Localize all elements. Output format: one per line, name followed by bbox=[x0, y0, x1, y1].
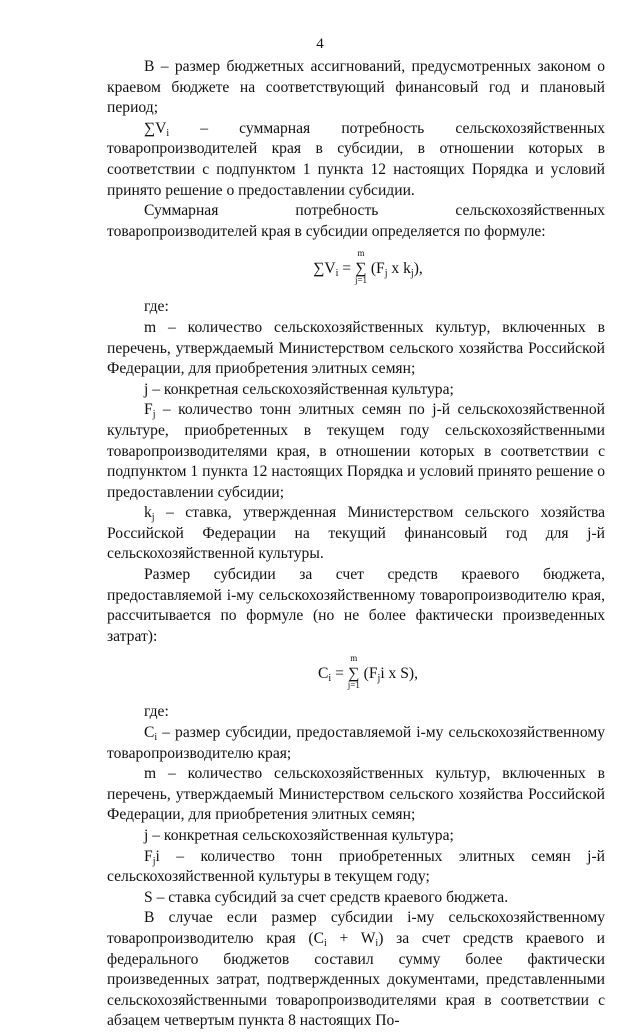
symbol-f: F bbox=[144, 847, 153, 865]
symbol-sub-j: j bbox=[152, 409, 156, 421]
formula-term-close: ), bbox=[413, 260, 423, 278]
formula-sum-v bbox=[107, 242, 605, 297]
symbol-f: F bbox=[144, 401, 153, 419]
symbol-sub-j: j bbox=[151, 512, 155, 524]
symbol-c: C bbox=[144, 724, 155, 742]
summation-sign bbox=[347, 653, 360, 691]
definition-text: – размер субсидии, предоставляемой i-му сельскохозяйственному товаропроизводителю края; bbox=[107, 724, 605, 762]
symbol-sub-j: j bbox=[152, 855, 156, 867]
formula-term-close: i x S), bbox=[380, 665, 419, 683]
paragraph-where-2: где: bbox=[144, 703, 169, 721]
paragraph-j-definition-1: j – конкретная сельскохозяйственная культура; bbox=[144, 380, 454, 398]
summation-upper-limit: m bbox=[357, 248, 365, 259]
formula-term-sub-1: j bbox=[384, 268, 388, 280]
formula-lhs: ∑V bbox=[313, 260, 336, 278]
paragraph-s-definition: S – ставка субсидий за счет средств краевого бюджета. bbox=[144, 888, 509, 906]
formula-equals: = bbox=[338, 260, 355, 278]
symbol-sub-i: i bbox=[375, 937, 379, 949]
formula-c bbox=[107, 647, 605, 702]
summation-sign bbox=[354, 248, 368, 286]
paragraph-text-c: ) за счет средств краевого и федерального бюджетов составил сумму более фактически произведенных затрат, подтвержденных документами, представленными сельскохозяйственными товаропроизводителями края в соответствии с абзацем четвертым пункта 8 настоящих По- bbox=[107, 929, 605, 1030]
formula-equals: = bbox=[331, 665, 348, 683]
paragraph-c-definition bbox=[107, 723, 605, 764]
paragraph-j-definition-2: j – конкретная сельскохозяйственная культура; bbox=[144, 827, 454, 844]
symbol-sum-v: ∑V bbox=[144, 119, 167, 137]
paragraph-f-definition bbox=[107, 400, 605, 503]
paragraph-sum-v-definition bbox=[107, 119, 605, 201]
page-number: 4 bbox=[316, 36, 324, 52]
symbol-sub-i: i bbox=[324, 937, 327, 949]
paragraph-k-definition bbox=[107, 503, 605, 565]
formula-term-open: (F bbox=[366, 260, 385, 278]
paragraph-where-1: где: bbox=[144, 298, 169, 316]
formula-lhs-sub: i bbox=[335, 268, 339, 280]
formula-term-mid: x k bbox=[387, 260, 411, 278]
formula-c-body bbox=[107, 653, 605, 691]
document-body bbox=[107, 57, 605, 1032]
formula-term-sub-2: j bbox=[410, 268, 414, 280]
definition-text: i – количество тонн приобретенных элитных семян j-й сельскохозяйственной культуры в текущем году; bbox=[107, 847, 605, 886]
summation-symbol: ∑ bbox=[355, 260, 367, 278]
symbol-k: k bbox=[144, 504, 152, 522]
formula-sum-v-body bbox=[107, 248, 605, 286]
summation-upper-limit: m bbox=[350, 653, 358, 664]
formula-term-open: (F bbox=[359, 665, 378, 683]
formula-lhs: C bbox=[317, 665, 329, 683]
symbol-sub-i: i bbox=[154, 732, 158, 744]
summation-symbol: ∑ bbox=[348, 665, 360, 683]
formula-term-sub-1: j bbox=[377, 673, 381, 685]
paragraph-m-definition-2: m – количество сельскохозяйственных культур, включенных в перечень, утверждаемый Министерством сельского хозяйства Российской Федерации, для приобретения элитных семян; bbox=[107, 765, 605, 824]
definition-text: – суммарная потребность сельскохозяйственных товаропроизводителей края в субсидии, в отношении которых в соответствии с подпунктом 1 пункта 12 настоящих Порядка и условий принято решение о предоставлении субсидии. bbox=[107, 119, 605, 199]
paragraph-m-definition-1: m – количество сельскохозяйственных культур, включенных в перечень, утверждаемый Министерством сельского хозяйства Российской Федерации, для приобретения элитных семян; bbox=[107, 318, 605, 378]
summation-lower-limit: j=1 bbox=[347, 680, 360, 691]
summation-lower-limit: j=1 bbox=[354, 275, 368, 286]
definition-text: – количество тонн элитных семян по j-й сельскохозяйственной культуре, приобретенных в текущем году сельскохозяйственными товаропроизводителями края, в отношении которых в соответствии с подпунктом 1 пункта 12 настоящих Порядка и условий принято решение о предоставлении субсидии; bbox=[107, 401, 605, 501]
paragraph-excess-case bbox=[107, 908, 605, 1032]
paragraph-formula-intro-1: Суммарная потребность сельскохозяйственных товаропроизводителей края в субсидии определяется по формуле: bbox=[107, 202, 605, 240]
definition-text: – ставка, утвержденная Министерством сельского хозяйства Российской Федерации на текущий финансовый год для j-й сельскохозяйственной культуры. bbox=[107, 504, 605, 563]
paragraph-fi-definition bbox=[107, 847, 605, 888]
paragraph-b-definition: B – размер бюджетных ассигнований, предусмотренных законом о краевом бюджете на соответствующий финансовый год и плановый период; bbox=[107, 58, 605, 117]
paragraph-text-b: + W bbox=[326, 929, 376, 947]
formula-lhs-sub: i bbox=[328, 673, 332, 685]
paragraph-text-a: В случае если размер субсидии i-му сельскохозяйственному товаропроизводителю края (C bbox=[107, 909, 605, 947]
symbol-sub-i: i bbox=[166, 127, 170, 139]
paragraph-formula-intro-2: Размер субсидии за счет средств краевого бюджета, предоставляемой i-му сельскохозяйственному товаропроизводителю края, рассчитывается по формуле (но не более фактически произведенных затрат): bbox=[107, 566, 605, 645]
